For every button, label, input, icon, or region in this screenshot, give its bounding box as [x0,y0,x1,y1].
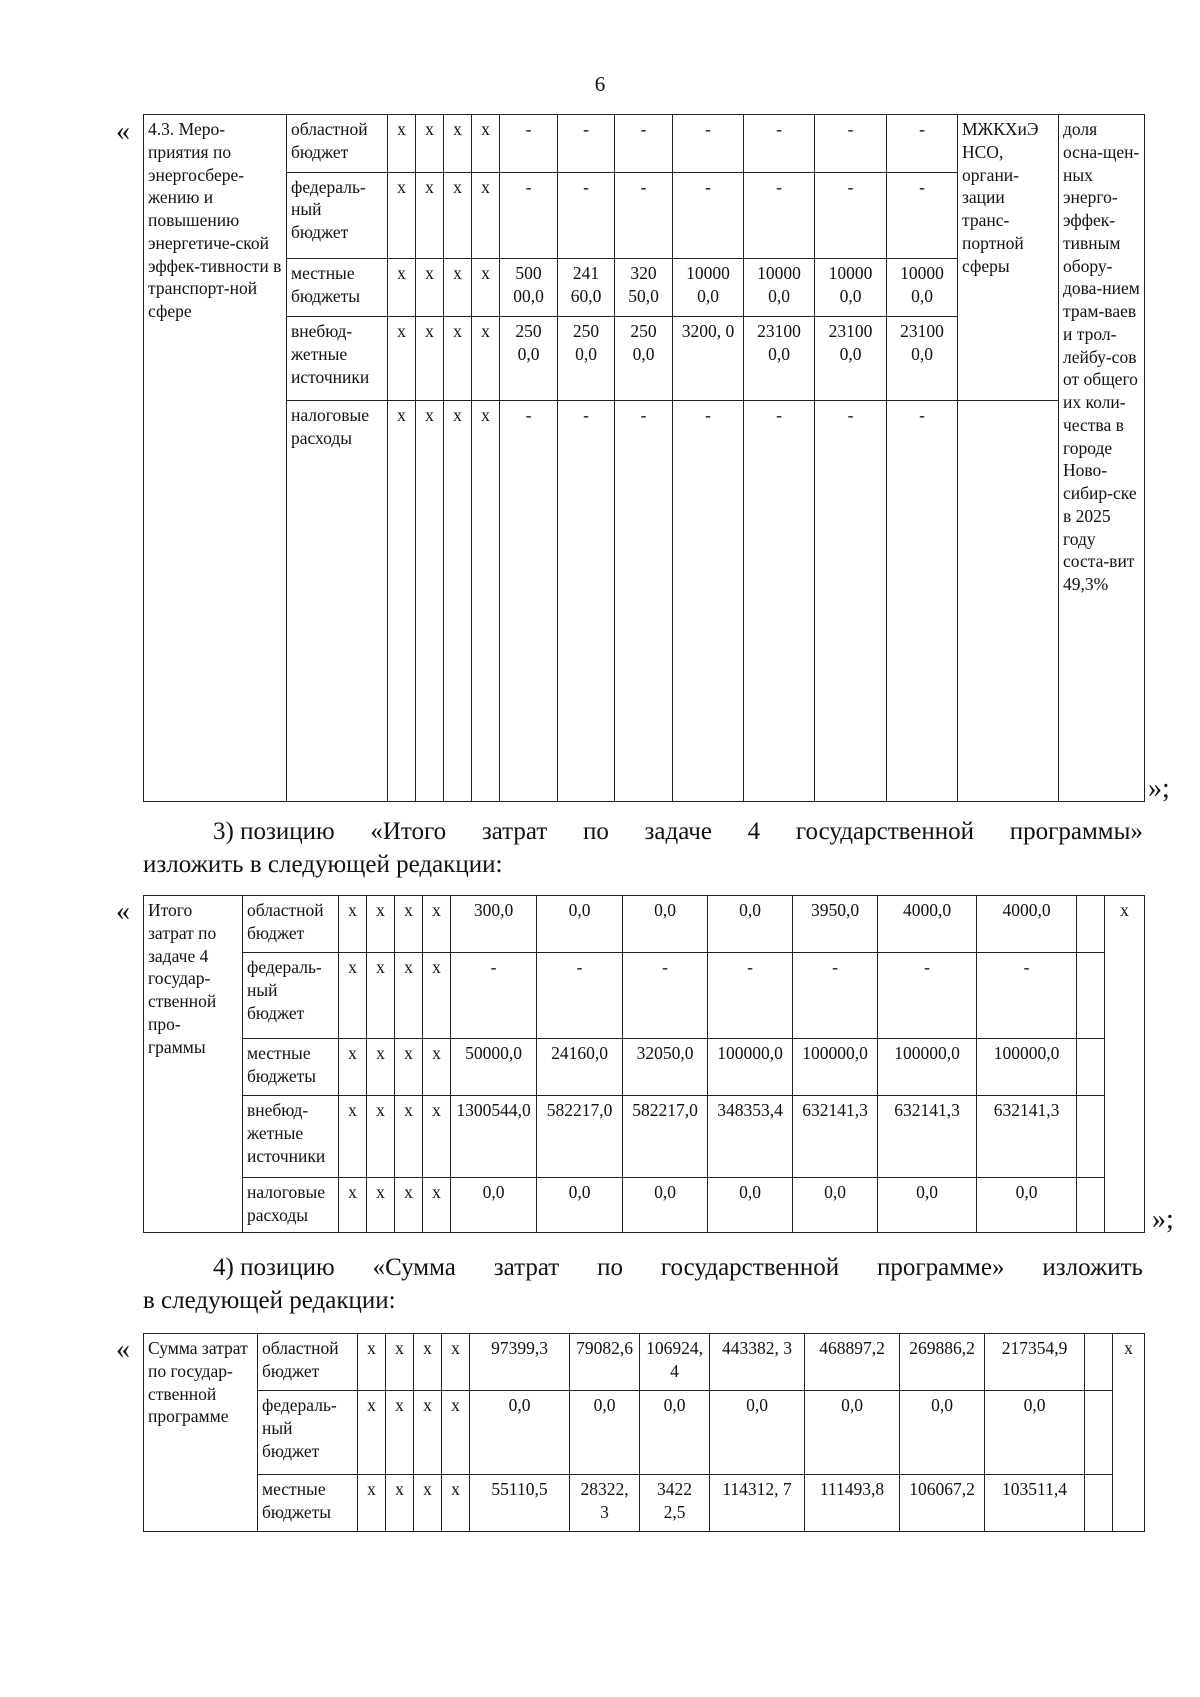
paragraph-word: затрат [493,1254,560,1281]
x-mark: x [339,896,367,953]
value-cell: 468897,2 [805,1334,900,1391]
x-mark: x [414,1334,442,1391]
value-cell: - [558,400,615,801]
x-mark: x [416,259,444,317]
x-mark: x [472,172,500,259]
paragraph-word: 4 [747,818,761,845]
x-mark: x [395,896,423,953]
value-cell: 0,0 [537,1178,623,1233]
x-mark: x [442,1475,470,1532]
value-cell: 269886,2 [900,1334,985,1391]
x-mark: x [339,1096,367,1178]
value-cell: 10000 0,0 [673,259,744,317]
x-mark: x [444,115,472,173]
value-cell: - [793,953,878,1039]
x-mark: x [367,896,395,953]
value-cell: 24160,0 [537,1039,623,1096]
value-cell: 0,0 [878,1178,977,1233]
empty-cell [1077,1039,1105,1096]
x-mark: x [339,1039,367,1096]
x-mark: x [414,1475,442,1532]
value-cell: 0,0 [805,1391,900,1475]
empty-cell [1077,953,1105,1039]
value-cell: 0,0 [623,896,708,953]
quote-open-3: « [116,1334,130,1365]
value-cell: 32050,0 [623,1039,708,1096]
value-cell: 250 0,0 [615,317,673,401]
paragraph-4 [143,1252,1143,1317]
empty-cell [1077,1178,1105,1233]
table-row [144,953,1145,1039]
value-cell: 23100 0,0 [887,317,958,401]
value-cell: 4000,0 [878,896,977,953]
empty-cell [1085,1334,1113,1391]
x-mark: x [416,400,444,801]
value-cell: 10000 0,0 [887,259,958,317]
table-row [144,115,1145,173]
paragraph-word: изложить [1042,1254,1143,1281]
x-mark: x [423,1178,451,1233]
funding-source: местные бюджеты [243,1039,339,1096]
funding-source: федераль-ный бюджет [258,1391,358,1475]
value-cell: 0,0 [900,1391,985,1475]
table-row [144,1039,1145,1096]
x-mark: x [395,1178,423,1233]
paragraph-word: задаче [644,818,712,845]
page-number: 6 [594,72,606,96]
x-mark: x [386,1475,414,1532]
funding-source: областной бюджет [258,1334,358,1391]
funding-source: налоговые расходы [287,400,388,801]
value-cell: - [887,400,958,801]
value-cell: 3200, 0 [673,317,744,401]
funding-source: федераль-ный бюджет [243,953,339,1039]
quote-open-1: « [116,116,130,147]
value-cell: 0,0 [793,1178,878,1233]
x-mark: x [423,953,451,1039]
value-cell: - [673,115,744,173]
value-cell: 0,0 [537,896,623,953]
paragraph-word: затрат [481,818,548,845]
executor-continuation [958,400,1059,801]
value-cell: 10000 0,0 [744,259,815,317]
value-cell: - [673,172,744,259]
x-mark: x [388,172,416,259]
value-cell: - [744,400,815,801]
value-cell: 106067,2 [900,1475,985,1532]
x-mark: x [472,317,500,401]
x-mark: x [358,1475,386,1532]
value-cell: 0,0 [710,1391,805,1475]
value-cell: 23100 0,0 [815,317,887,401]
x-mark: x [423,896,451,953]
last-col-x: x [1113,1334,1145,1532]
x-mark: x [444,400,472,801]
value-cell: 241 60,0 [558,259,615,317]
value-cell: 320 50,0 [615,259,673,317]
value-cell: - [815,400,887,801]
x-mark: x [416,317,444,401]
x-mark: x [395,1039,423,1096]
value-cell: 0,0 [570,1391,640,1475]
funding-source: федераль-ный бюджет [287,172,388,259]
paragraph-word: «Итого [370,818,447,845]
table-row [144,400,1145,801]
x-mark: x [367,1178,395,1233]
value-cell: 0,0 [985,1391,1085,1475]
x-mark: x [444,317,472,401]
value-cell: 1300544,0 [451,1096,537,1178]
paragraph-word: по [582,818,609,845]
value-cell: 106924, 4 [640,1334,710,1391]
paragraph-word: программе» [877,1254,1005,1281]
x-mark: x [339,1178,367,1233]
quote-open-2: « [116,896,130,927]
value-cell: - [887,172,958,259]
value-cell: - [744,172,815,259]
value-cell: 100000,0 [878,1039,977,1096]
value-cell: 79082,6 [570,1334,640,1391]
x-mark: x [386,1391,414,1475]
value-cell: 0,0 [977,1178,1077,1233]
value-cell: 632141,3 [878,1096,977,1178]
value-cell: 0,0 [708,1178,793,1233]
x-mark: x [388,259,416,317]
value-cell: - [673,400,744,801]
value-cell: - [500,172,558,259]
value-cell: 0,0 [451,1178,537,1233]
x-mark: x [358,1334,386,1391]
table-sum-program [143,1333,1145,1532]
value-cell: 3950,0 [793,896,878,953]
value-cell: - [500,400,558,801]
x-mark: x [423,1039,451,1096]
position-name: Итого затрат по задаче 4 государ-ственной про-граммы [144,896,243,1233]
value-cell: 443382, 3 [710,1334,805,1391]
table-row [144,1334,1145,1391]
x-mark: x [386,1334,414,1391]
value-cell: 217354,9 [985,1334,1085,1391]
empty-cell [1085,1391,1113,1475]
paragraph-word: программы» [1009,818,1143,845]
x-mark: x [416,172,444,259]
x-mark: x [442,1334,470,1391]
value-cell: 28322, 3 [570,1475,640,1532]
value-cell: - [615,172,673,259]
x-mark: x [414,1391,442,1475]
x-mark: x [442,1391,470,1475]
value-cell: 250 0,0 [558,317,615,401]
value-cell: 97399,3 [470,1334,570,1391]
table-row [144,1391,1145,1475]
x-mark: x [388,115,416,173]
value-cell: 50000,0 [451,1039,537,1096]
value-cell: 10000 0,0 [815,259,887,317]
x-mark: x [339,953,367,1039]
value-cell: 0,0 [623,1178,708,1233]
x-mark: x [472,259,500,317]
paragraph-word: по [597,1254,623,1281]
value-cell: 300,0 [451,896,537,953]
paragraph-word: 4) позицию [213,1254,335,1281]
value-cell: 500 00,0 [500,259,558,317]
x-mark: x [444,172,472,259]
value-cell: 0,0 [708,896,793,953]
measure-name: 4.3. Меро-приятия по энергосбере-жению и повышению энергетиче-ской эффек-тивности в транспорт-ной сфере [144,115,287,802]
value-cell: - [815,115,887,173]
x-mark: x [395,1096,423,1178]
paragraph-3-line-2: изложить в следующей редакции: [143,850,503,878]
x-mark: x [472,115,500,173]
value-cell: 4000,0 [977,896,1077,953]
value-cell: 250 0,0 [500,317,558,401]
x-mark: x [444,259,472,317]
paragraph-4-line-1 [143,1252,1143,1285]
value-cell: 23100 0,0 [744,317,815,401]
value-cell: 111493,8 [805,1475,900,1532]
paragraph-word: государственной [795,818,975,845]
quote-close-1: »; [1148,773,1170,804]
value-cell: 632141,3 [793,1096,878,1178]
table-row [144,1475,1145,1532]
x-mark: x [472,400,500,801]
value-cell: 632141,3 [977,1096,1077,1178]
value-cell: 114312, 7 [710,1475,805,1532]
value-cell: 0,0 [640,1391,710,1475]
value-cell: - [815,172,887,259]
executor: МЖКХиЭ НСО, органи-зации транс-портной сферы [958,115,1059,401]
value-cell: - [744,115,815,173]
value-cell: - [558,115,615,173]
x-mark: x [367,953,395,1039]
funding-source: местные бюджеты [258,1475,358,1532]
x-mark: x [423,1096,451,1178]
paragraph-word: «Сумма [372,1254,456,1281]
empty-cell [1077,1096,1105,1178]
table-total-task-4 [143,895,1145,1233]
value-cell: 582217,0 [537,1096,623,1178]
value-cell: - [623,953,708,1039]
paragraph-3-line-1 [143,816,1143,849]
value-cell: - [500,115,558,173]
value-cell: 103511,4 [985,1475,1085,1532]
table-row [144,896,1145,953]
table-row [144,1178,1145,1233]
value-cell: 3422 2,5 [640,1475,710,1532]
x-mark: x [388,400,416,801]
paragraph-word: 3) позицию [213,818,335,845]
x-mark: x [395,953,423,1039]
value-cell: - [558,172,615,259]
value-cell: 100000,0 [708,1039,793,1096]
value-cell: - [708,953,793,1039]
value-cell: 100000,0 [977,1039,1077,1096]
value-cell: 100000,0 [793,1039,878,1096]
x-mark: x [367,1096,395,1178]
value-cell: - [615,115,673,173]
funding-source: внебюд-жетные источники [243,1096,339,1178]
table-measure-4-3 [143,114,1145,802]
value-cell: 582217,0 [623,1096,708,1178]
value-cell: - [615,400,673,801]
funding-source: налоговые расходы [243,1178,339,1233]
funding-source: внебюд-жетные источники [287,317,388,401]
paragraph-word: государственной [660,1254,840,1281]
value-cell: 55110,5 [470,1475,570,1532]
quote-close-2: »; [1152,1204,1174,1235]
x-mark: x [416,115,444,173]
paragraph-3 [143,816,1143,881]
last-col-x: x [1105,896,1145,1233]
value-cell: - [878,953,977,1039]
value-cell: - [451,953,537,1039]
target-indicator: доля осна-щен-ных энерго-эффек-тивным обору-дова-нием трам-ваев и трол-лейбу-сов от общего их коли-чества в городе Ново-сибир-ске в 2025 году соста-вит 49,3% [1059,115,1145,802]
funding-source: областной бюджет [243,896,339,953]
funding-source: областной бюджет [287,115,388,173]
value-cell: 348353,4 [708,1096,793,1178]
value-cell: 0,0 [470,1391,570,1475]
table-row [144,1096,1145,1178]
x-mark: x [367,1039,395,1096]
value-cell: - [977,953,1077,1039]
value-cell: - [887,115,958,173]
paragraph-4-line-2: в следующей редакции: [143,1286,396,1314]
position-name: Сумма затрат по государ-ственной программе [144,1334,258,1532]
funding-source: местные бюджеты [287,259,388,317]
value-cell: - [537,953,623,1039]
x-mark: x [388,317,416,401]
empty-cell [1077,896,1105,953]
empty-cell [1085,1475,1113,1532]
x-mark: x [358,1391,386,1475]
